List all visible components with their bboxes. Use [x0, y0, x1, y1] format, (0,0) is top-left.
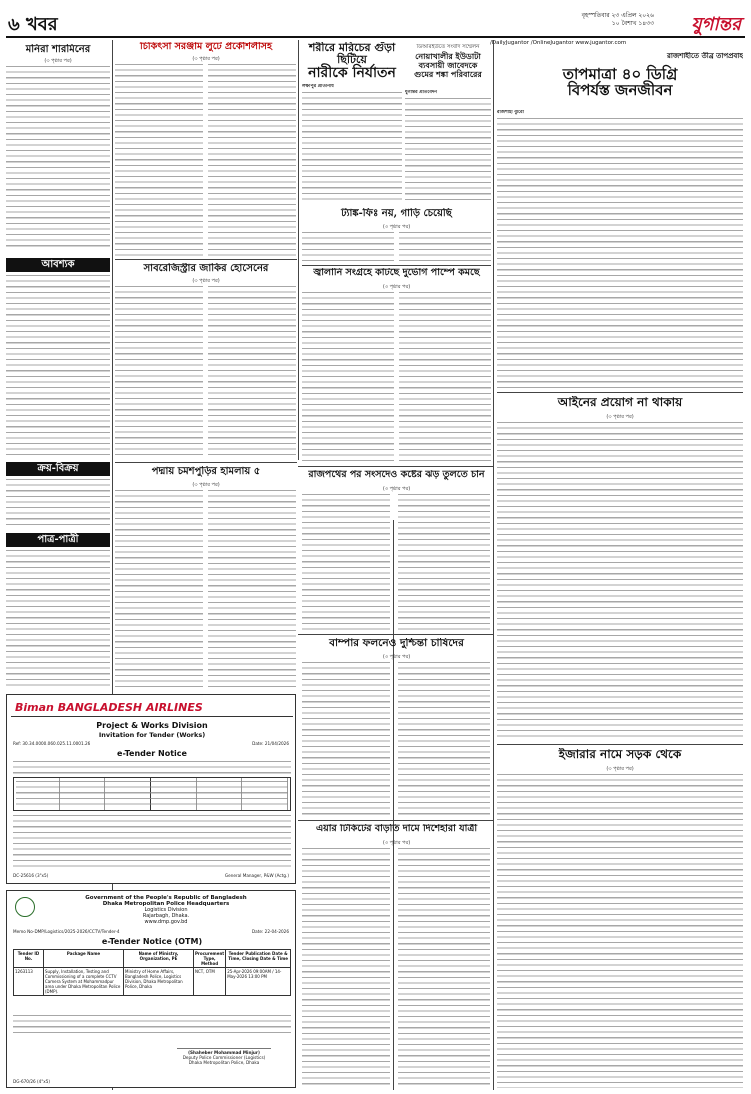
story-headline: ডিআরইউতে সংবাদ সম্মেলন নোয়াখালীর ইউডাটা ব্যবসায়ী জাবেদকে গুমের শঙ্কা পরিবারের — [414, 44, 482, 79]
biman-invitation: Invitation for Tender (Works) — [98, 731, 206, 739]
dmp-memo: Memo No-DMP/Logistics/2025-2026/CCTV/Tender-4 — [13, 929, 120, 934]
story-body — [399, 292, 491, 462]
story-sub: (৩ পৃষ্ঠার পর) — [192, 56, 220, 62]
obit-title: মনিরা শারমিনের — [25, 44, 91, 55]
column-rule — [493, 40, 494, 1090]
social-links: /DailyJugantor /OnlineJugantor www.jugantor.com — [490, 40, 627, 46]
classified-body — [6, 275, 110, 455]
dmp-footer-code: DG-670/26 (4"x5) — [13, 1079, 51, 1084]
story-sub: (৩ পৃষ্ঠার পর) — [382, 840, 411, 846]
biman-signer: General Manager, P&W (Actg.) — [224, 873, 289, 878]
story-body — [302, 662, 390, 816]
table-row — [14, 968, 291, 996]
sale-body — [6, 479, 110, 527]
date-line: বৃহস্পতিবার ২৩ এপ্রিল ২০২৬ — [581, 12, 654, 19]
story-body — [208, 286, 296, 458]
story-sub: (৩ পৃষ্ঠার পর) — [382, 224, 411, 230]
story-body — [398, 662, 490, 816]
col-header: Name of Ministry, Organization, PE — [124, 950, 194, 968]
page-header — [6, 8, 745, 38]
story-body — [497, 118, 743, 388]
date-line-bangla: ১০ বৈশাখ ১৪৩৩ — [611, 20, 654, 27]
section-title: ৬ খবর — [8, 14, 58, 35]
story-sub: (৩ পৃষ্ঠার পর) — [382, 284, 411, 290]
dmp-heading: Government of the People's Republic of Bangladesh Dhaka Metropolitan Police Headquarters Logistics Division Rajarbagh, Dhaka. www.dmp.gov.bd — [85, 895, 247, 925]
story-body — [115, 64, 203, 256]
story-headline: জ্বালানি সংগ্রহে কাটছে দুর্ভোগ পাম্পে কমছে — [313, 268, 480, 278]
story-headline: ইজারার নামে সড়ক থেকে — [558, 748, 682, 761]
story-headline: আইনের প্রয়োগ না থাকায় — [557, 396, 683, 409]
story-headline: শরীরে মরিচের গুঁড়া ছিটিয়ে নারীকে নির্যাতন — [308, 42, 396, 82]
biman-tender-table — [13, 777, 291, 811]
sale-header: ক্রয়-বিক্রয় — [6, 462, 110, 476]
story-sub: (৩ পৃষ্ঠার পর) — [382, 654, 411, 660]
story-body — [302, 92, 402, 204]
obit-sub: (৩ পৃষ্ঠার পর) — [44, 58, 72, 64]
story-sub: (৩ পৃষ্ঠার পর) — [192, 482, 220, 488]
biman-logo: Biman BANGLADESH AIRLINES — [15, 701, 203, 714]
story-sub: (৩ পৃষ্ঠার পর) — [606, 414, 634, 420]
story-sub: (৩ পৃষ্ঠার পর) — [192, 278, 220, 284]
story-body — [497, 774, 743, 1088]
story-body — [302, 292, 394, 462]
story-body — [302, 232, 394, 262]
col-header: Package Name — [44, 950, 124, 968]
dmp-notice-title: e-Tender Notice (OTM) — [101, 937, 203, 946]
dmp-tender-table — [13, 949, 291, 996]
story-body — [208, 490, 296, 690]
story-body — [302, 494, 390, 630]
story-headline: এয়ার টিকিটের বাড়তি দামে দিশেহারা যাত্রী — [315, 824, 478, 834]
story-headline: রাজপথের পর সংসদেও কষ্টের ঝড় তুলতে চান — [308, 470, 485, 480]
story-body — [115, 490, 203, 690]
story-headline: চিকিৎসা সরঞ্জাম লুটে প্রকৌশলীসহ — [140, 42, 272, 52]
column-rule — [298, 40, 299, 460]
story-body — [399, 232, 491, 262]
classified-header: আবশ্যক — [6, 258, 110, 272]
col-header: Tender Publication Date & Time, Closing Date & Time — [226, 950, 291, 968]
biman-notice-title: e-Tender Notice — [117, 749, 187, 758]
dmp-tender-ad — [6, 890, 296, 1088]
matrimony-header: পাত্র-পাত্রী — [6, 533, 110, 547]
dmp-signature-block: (Shaheber Mohammad Minjur) Deputy Police Commissioner (Logistics) Dhaka Metropolitan Police, Dhaka — [157, 1039, 291, 1065]
story-body — [208, 64, 296, 256]
story-sub: (৩ পৃষ্ঠার পর) — [382, 486, 411, 492]
biman-tender-ad — [6, 694, 296, 884]
bangladesh-emblem-icon — [15, 897, 35, 917]
biman-logo-bar — [11, 699, 293, 717]
table-cell: 1263113 — [14, 968, 44, 996]
table-cell: Supply, Installation, Testing and Commissioning of a complete CCTV Camera System at Mohammadpur area under Dhaka Metropolitan Police (DMP). — [44, 968, 124, 996]
biman-intro — [13, 761, 291, 775]
story-byline: লক্ষীপুর প্রতিনিধি — [302, 84, 334, 89]
col-header: Procurement Type, Method — [195, 951, 225, 966]
biman-ref: Ref: 30.34.0000.060.025.11.0001.26 — [13, 741, 91, 746]
story-headline: বাম্পার ফলনেও দুশ্চিন্তা চাষিদের — [329, 638, 464, 649]
biman-footer-code: DC-25616 (3"x5) — [13, 873, 49, 878]
story-body — [398, 848, 490, 1088]
col-header: Tender ID No. — [14, 950, 44, 968]
story-body — [302, 848, 390, 1088]
story-byline: যুগান্তর প্রতিবেদন — [405, 90, 438, 95]
biman-notes — [13, 815, 291, 867]
date-block — [534, 12, 654, 28]
story-headline: ট্যাঙ্ক-ফিঃ নয়, গাড়ি চেয়েছি — [341, 208, 452, 219]
table-cell: NCT, OTM — [194, 968, 226, 996]
signature — [177, 1039, 271, 1049]
story-body — [405, 98, 491, 204]
biman-division: Project & Works Division — [96, 721, 208, 730]
biman-date: Date: 21/04/2026 — [252, 741, 289, 746]
story-sub: (৩ পৃষ্ঠার পর) — [606, 766, 634, 772]
masthead-logo: যুগান্তর — [691, 14, 741, 35]
column-rule — [393, 520, 394, 1090]
story-headline: পদ্মায় চমশপুড়ির হামলায় ৫ — [151, 466, 261, 477]
story-body — [115, 286, 203, 458]
matrimony-body — [6, 550, 110, 688]
story-headline: রাজশাহীতে তীব্র তাপপ্রবাহ তাপমাত্রা ৪০ ডিগ্রি বিপর্যস্ত জনজীবন — [562, 52, 743, 100]
obit-body — [6, 66, 110, 251]
story-body — [398, 494, 490, 630]
dmp-date: Date: 22-04-2026 — [251, 929, 289, 934]
story-byline: রাজশাহী ব্যুরো — [497, 110, 524, 115]
table-cell: Ministry of Home Affairs, Bangladesh Police, Logistics Division, Dhaka Metropolitan Police, Dhaka — [124, 968, 194, 996]
story-headline: সাবরেজিস্ট্রার জাকির হোসেনের — [143, 263, 269, 274]
table-cell: 25-Apr-2026 09:00AM / 14-May-2026 13:00 PM — [226, 968, 291, 996]
dmp-notes — [13, 1015, 291, 1037]
story-body — [497, 422, 743, 740]
